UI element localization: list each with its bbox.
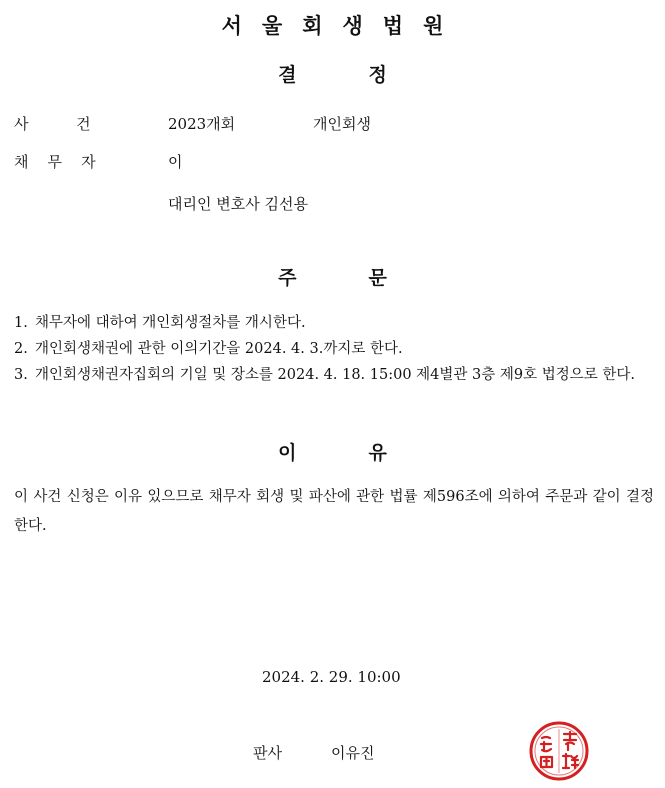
case-number: 2023개회 — [168, 115, 236, 133]
document-title — [0, 60, 665, 87]
order-item-text: 개인회생채권자집회의 기일 및 장소를 2024. 4. 18. 15:00 제4별관 3층 제9호 법정으로 한다. — [35, 367, 635, 383]
order-list — [14, 310, 654, 388]
order-item — [14, 362, 654, 388]
order-heading-char-1: 주 — [278, 267, 297, 289]
decision-date: 2024. 2. 29. 10:00 — [262, 668, 401, 686]
order-heading-char-2: 문 — [368, 267, 387, 289]
order-item-number: 2. — [14, 341, 28, 357]
order-item-number: 1. — [14, 315, 28, 331]
case-label: 사 건 — [14, 115, 91, 133]
debtor-name: 이 — [168, 153, 183, 171]
seal-stamp-icon — [528, 720, 590, 782]
court-name: 서울회생법원 — [221, 14, 464, 38]
title-char-1: 결 — [278, 64, 297, 86]
reasons-text: 이 사건 신청은 이유 있으므로 채무자 회생 및 파산에 관한 법률 제596조에 의하여 주문과 같이 결정한다. — [14, 489, 654, 534]
order-item — [14, 336, 654, 362]
reasons-heading — [0, 438, 665, 465]
judge-label: 판사 — [253, 744, 282, 762]
judge-name: 이유진 — [331, 744, 375, 762]
order-item-text: 개인회생채권에 관한 이의기간을 2024. 4. 3.까지로 한다. — [35, 341, 403, 357]
order-item-text: 채무자에 대하여 개인회생절차를 개시한다. — [35, 315, 306, 331]
reasons-heading-char-1: 이 — [278, 442, 297, 464]
order-item — [14, 310, 654, 336]
order-item-number: 3. — [14, 367, 28, 383]
debtor-label: 채 무 자 — [14, 153, 96, 171]
agent: 대리인 변호사 김선용 — [168, 195, 308, 213]
order-heading — [0, 263, 665, 290]
case-type: 개인회생 — [313, 115, 371, 133]
judge-seal — [528, 720, 590, 782]
title-char-2: 정 — [368, 64, 387, 86]
reasons-heading-char-2: 유 — [368, 442, 387, 464]
